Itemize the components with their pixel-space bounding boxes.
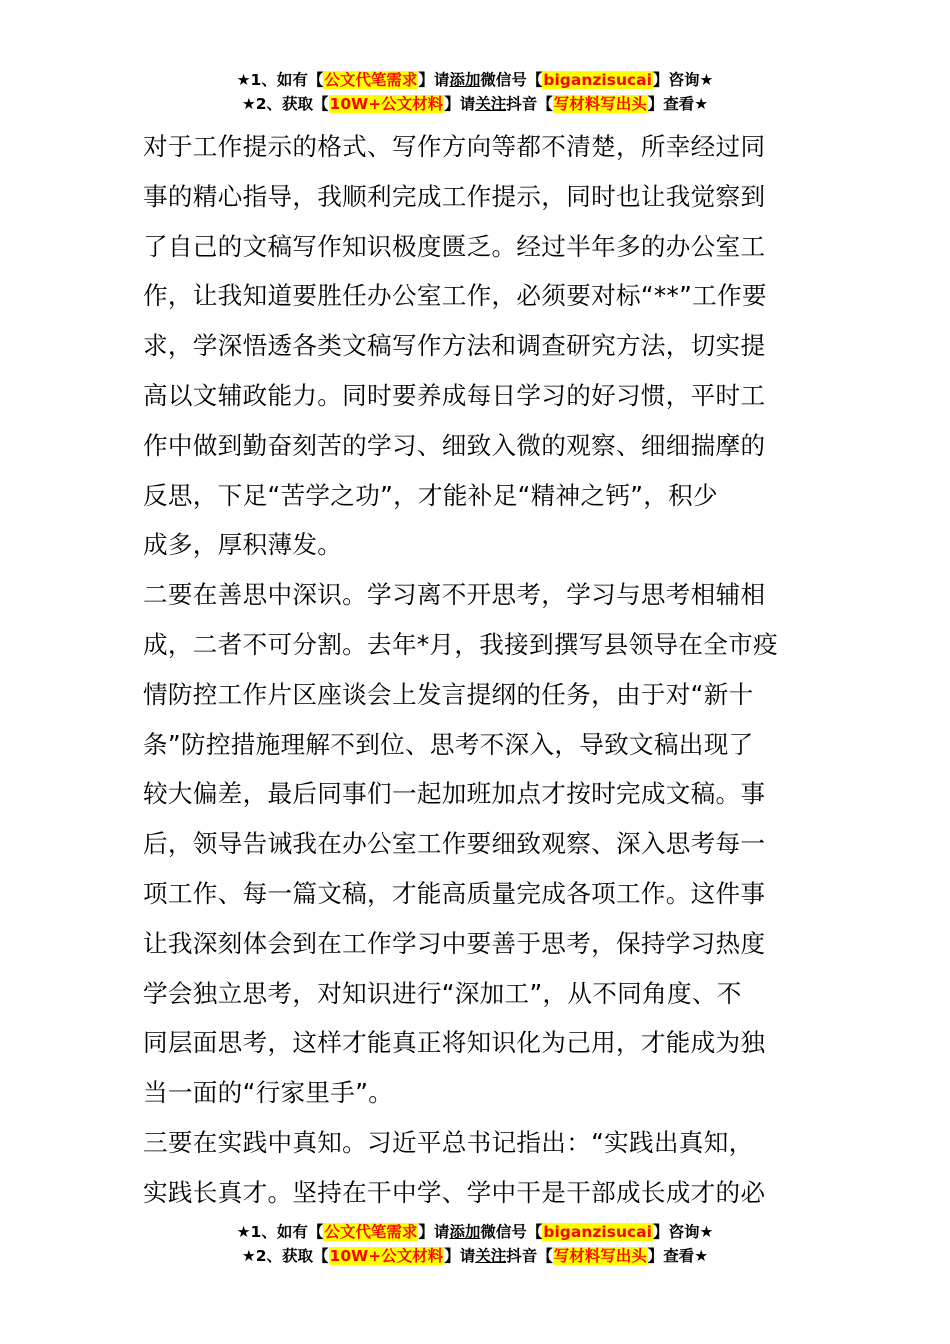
banner-underlined: 添加 <box>449 71 481 89</box>
banner-underlined: 添加 <box>449 1223 481 1241</box>
banner-text: 】请 <box>418 71 450 89</box>
banner-text: 抖音【 <box>506 95 553 113</box>
banner-text: 】请 <box>444 1247 476 1265</box>
text-line: 成多，厚积薄发。 <box>143 530 343 560</box>
text-line: 当一面的“行家里手”。 <box>143 1078 394 1108</box>
banner-text: ★2、获取【 <box>241 1247 329 1265</box>
banner-text: 】查看★ <box>647 1247 709 1265</box>
text-line: 高以文辅政能力。同时要养成每日学习的好习惯，平时工 <box>143 380 766 410</box>
footer-banner <box>0 1220 950 1268</box>
text-line: 学会独立思考，对知识进行“深加工”，从不同角度、不 <box>143 978 742 1008</box>
text-line: 后，领导告诫我在办公室工作要细致观察、深入思考每一 <box>143 829 766 859</box>
banner-line-1 <box>0 1220 950 1244</box>
text-line: 事的精心指导，我顺利完成工作提示，同时也让我觉察到 <box>143 181 766 211</box>
text-line: 求，学深悟透各类文稿写作方法和调查研究方法，切实提 <box>143 331 766 361</box>
text-line: 实践长真才。坚持在干中学、学中干是干部成长成才的必 <box>143 1177 766 1207</box>
text-line: 对于工作提示的格式、写作方向等都不清楚，所幸经过同 <box>143 132 766 161</box>
text-line: 三要在实践中真知。习近平总书记指出：“实践出真知， <box>143 1127 754 1157</box>
text-line: 同层面思考，这样才能真正将知识化为己用，才能成为独 <box>143 1028 766 1058</box>
header-banner <box>0 68 950 116</box>
banner-text: ★1、如有【 <box>236 1223 324 1241</box>
text-line: 让我深刻体会到在工作学习中要善于思考，保持学习热度 <box>143 928 766 958</box>
document-body <box>143 122 809 1218</box>
banner-underlined: 关注 <box>475 1247 507 1265</box>
banner-highlight: 10W+公文材料 <box>329 1247 444 1265</box>
banner-wechat-id: biganzisucai <box>543 71 652 89</box>
banner-highlight: 公文代笔需求 <box>324 1223 418 1241</box>
text-line: 作中做到勤奋刻苦的学习、细致入微的观察、细细揣摩的 <box>143 430 766 460</box>
banner-text: 】咨询★ <box>652 1223 714 1241</box>
banner-line-2 <box>0 1244 950 1268</box>
banner-text: 】请 <box>418 1223 450 1241</box>
banner-text: ★1、如有【 <box>236 71 324 89</box>
banner-text: 】咨询★ <box>652 71 714 89</box>
banner-line-1 <box>0 68 950 92</box>
text-line: 作，让我知道要胜任办公室工作，必须要对标“**”工作要 <box>143 281 767 311</box>
banner-wechat-id: biganzisucai <box>543 1223 652 1241</box>
banner-text: 抖音【 <box>506 1247 553 1265</box>
banner-text: 】请 <box>444 95 476 113</box>
text-line: 较大偏差，最后同事们一起加班加点才按时完成文稿。事 <box>143 779 766 809</box>
text-line: 条”防控措施理解不到位、思考不深入，导致文稿出现了 <box>143 729 754 759</box>
text-line: 成，二者不可分割。去年*月，我接到撰写县领导在全市疫 <box>143 629 778 659</box>
banner-text: ★2、获取【 <box>241 95 329 113</box>
banner-douyin-id: 写材料写出头 <box>553 1247 647 1265</box>
text-line: 项工作、每一篇文稿，才能高质量完成各项工作。这件事 <box>143 878 766 908</box>
text-line: 了自己的文稿写作知识极度匮乏。经过半年多的办公室工 <box>143 231 766 261</box>
text-line: 反思，下足“苦学之功”，才能补足“精神之钙”，积少 <box>143 480 718 510</box>
text-line: 情防控工作片区座谈会上发言提纲的任务，由于对“新十 <box>143 679 754 709</box>
banner-text: 微信号【 <box>480 71 543 89</box>
banner-line-2 <box>0 92 950 116</box>
banner-text: 微信号【 <box>480 1223 543 1241</box>
banner-underlined: 关注 <box>475 95 507 113</box>
banner-douyin-id: 写材料写出头 <box>553 95 647 113</box>
banner-text: 】查看★ <box>647 95 709 113</box>
banner-highlight: 公文代笔需求 <box>324 71 418 89</box>
text-line: 二要在善思中深识。学习离不开思考，学习与思考相辅相 <box>143 580 766 610</box>
banner-highlight: 10W+公文材料 <box>329 95 444 113</box>
